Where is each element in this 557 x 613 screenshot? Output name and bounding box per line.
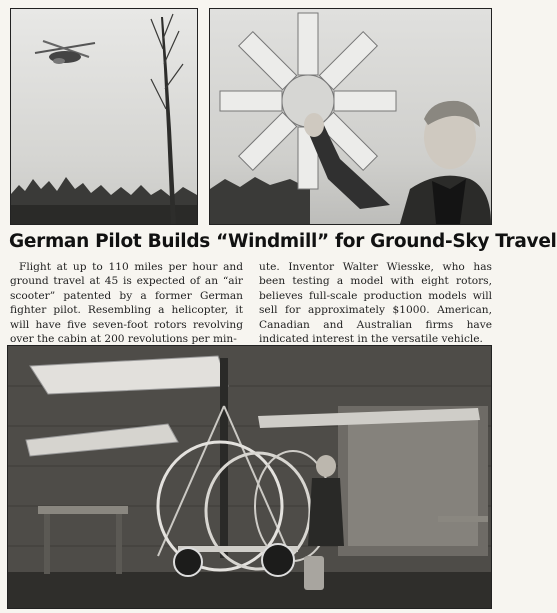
- article-body-left-column: Flight at up to 110 miles per hour and ground travel at 45 is expected of an “air scooter” patented by a former German fighter pilot. Resembling a helicopter, it will have five seven-foot rotors revolving over the cabin at 200 revolutions per min-: [10, 261, 243, 346]
- photo-hangar-construction: [7, 345, 492, 609]
- article-headline: German Pilot Builds “Windmill” for Ground-Sky Travel: [9, 231, 557, 252]
- photo-model-in-flight: [10, 8, 198, 225]
- article-body-right-column: ute. Inventor Walter Wiesske, who has been testing a model with eight rotors, believes full-scale production models will sell for approximately $1000. American, Canadian and Australian firms have indicated interest in the versatile vehicle.: [259, 261, 492, 346]
- photo-inventor-with-model: [209, 8, 492, 225]
